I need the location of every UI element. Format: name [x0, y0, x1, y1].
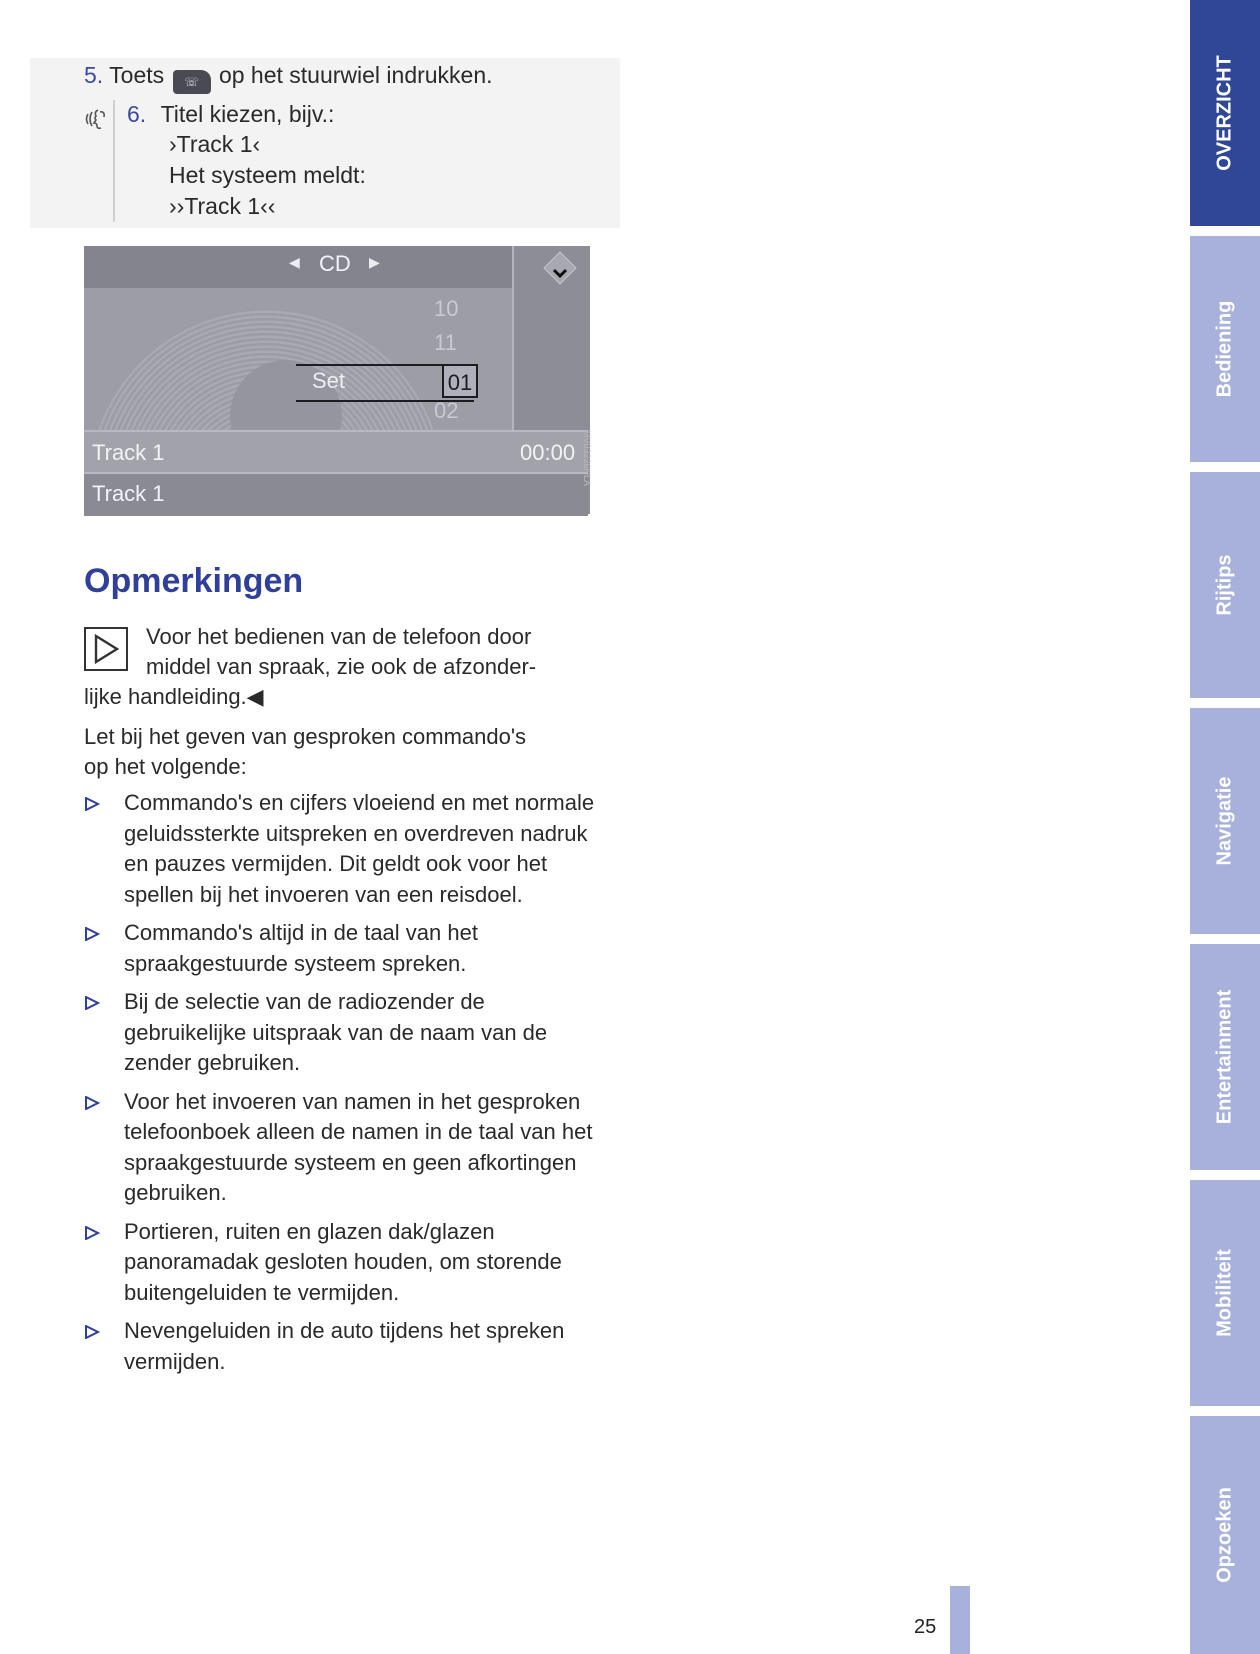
- intro-line: op het volgende:: [84, 754, 247, 779]
- controller-joystick-icon: [542, 250, 578, 286]
- bullet-triangle-icon: [84, 1226, 100, 1240]
- tab-opzoeken[interactable]: [1190, 1416, 1260, 1654]
- bullet-triangle-icon: [84, 797, 100, 811]
- source-label: CD: [319, 251, 351, 276]
- note-triangle-icon: [84, 627, 128, 671]
- steering-wheel-voice-key-icon: ☏: [173, 70, 211, 94]
- tab-navigatie[interactable]: [1190, 708, 1260, 934]
- list-item-text: Commando's en cijfers vloeiend en met normale geluidssterkte uitspreken en overdreven nadruk en pauzes vermijden. Dit geldt ook voor het spellen bij het invoeren van een reisdoel.: [124, 790, 595, 907]
- tab-bediening[interactable]: [1190, 236, 1260, 462]
- page-number: 25: [914, 1616, 937, 1638]
- next-source-arrow-icon: ▶: [369, 254, 380, 270]
- cd-screen: [84, 246, 588, 514]
- note-line: Voor het bedienen van de telefoon door: [146, 624, 532, 649]
- step-6-number: 6.: [127, 101, 147, 127]
- intro-line: Let bij het geven van gesproken commando's: [84, 724, 527, 749]
- step-5-post: op het stuurwiel indrukken.: [218, 62, 493, 88]
- tab-label: Mobiliteit: [1213, 1249, 1236, 1337]
- set-label: Set: [312, 368, 346, 393]
- tab-mobiliteit[interactable]: [1190, 1180, 1260, 1406]
- track-time: 00:00: [520, 440, 576, 465]
- list-item: [84, 1217, 604, 1309]
- list-item-text: Commando's altijd in de taal van het spraakgestuurde systeem spreken.: [124, 920, 478, 976]
- note-line: middel van spraak, zie ook de afzonder-: [146, 654, 537, 679]
- tab-rijtips[interactable]: [1190, 472, 1260, 698]
- list-item-text: Portieren, ruiten en glazen dak/glazen panoramadak gesloten houden, om storende buitengeluiden te vermijden.: [124, 1218, 562, 1305]
- tab-label: Navigatie: [1213, 776, 1236, 866]
- list-item: [84, 788, 604, 910]
- voice-command-rule: [113, 100, 115, 222]
- note-line: lijke handleiding.◀: [84, 684, 264, 709]
- step-5-pre: Toets: [109, 62, 165, 88]
- list-item: [84, 1316, 604, 1377]
- tab-label: Rijtips: [1213, 554, 1236, 616]
- page-marker-bar: [950, 1586, 970, 1654]
- list-item: [84, 987, 604, 1079]
- bullet-triangle-icon: [84, 927, 100, 941]
- track-list-item: 10: [434, 296, 459, 321]
- bullet-triangle-icon: [84, 1325, 100, 1339]
- prev-source-arrow-icon: ◀: [289, 254, 300, 270]
- track-list-item: 02: [434, 398, 459, 423]
- tab-label: OVERZICHT: [1213, 55, 1236, 171]
- list-item-text: Nevengeluiden in de auto tijdens het spreken vermijden.: [124, 1318, 565, 1374]
- bullet-triangle-icon: [84, 996, 100, 1010]
- tab-entertainment[interactable]: [1190, 944, 1260, 1170]
- voice-command-icon: [84, 106, 112, 132]
- step-5-number: 5.: [84, 62, 104, 88]
- tab-label: Entertainment: [1213, 989, 1236, 1125]
- step-5: [84, 60, 493, 94]
- step-6: [127, 99, 334, 129]
- tab-label: Bediening: [1213, 300, 1236, 398]
- image-code: MV03226NLA: [582, 430, 592, 487]
- track-list-item: 11: [434, 330, 457, 355]
- list-item-text: Voor het invoeren van namen in het gesproken telefoonboek alleen de namen in de taal van het spraakgestuurde systeem en geen afkortingen gebruiken.: [124, 1088, 593, 1205]
- step-6-command: ›Track 1‹: [169, 131, 261, 157]
- list-item: [84, 1087, 604, 1209]
- bullet-list: [84, 788, 604, 1385]
- current-track-label: Track 1: [92, 440, 165, 465]
- next-track-label: Track 1: [92, 481, 165, 506]
- step-6-reply: ››Track 1‹‹: [169, 193, 276, 219]
- step-6-text: Titel kiezen, bijv.:: [160, 101, 335, 127]
- tab-label: Opzoeken: [1213, 1487, 1236, 1583]
- section-heading: Opmerkingen: [84, 562, 304, 600]
- tab-overzicht[interactable]: [1190, 0, 1260, 226]
- selected-track-number: 01: [442, 364, 478, 398]
- step-6-system-label: Het systeem meldt:: [169, 162, 366, 188]
- list-item: [84, 918, 604, 979]
- bullet-triangle-icon: [84, 1096, 100, 1110]
- list-item-text: Bij de selectie van de radiozender de gebruikelijke uitspraak van de naam van de zender gebruiken.: [124, 989, 548, 1075]
